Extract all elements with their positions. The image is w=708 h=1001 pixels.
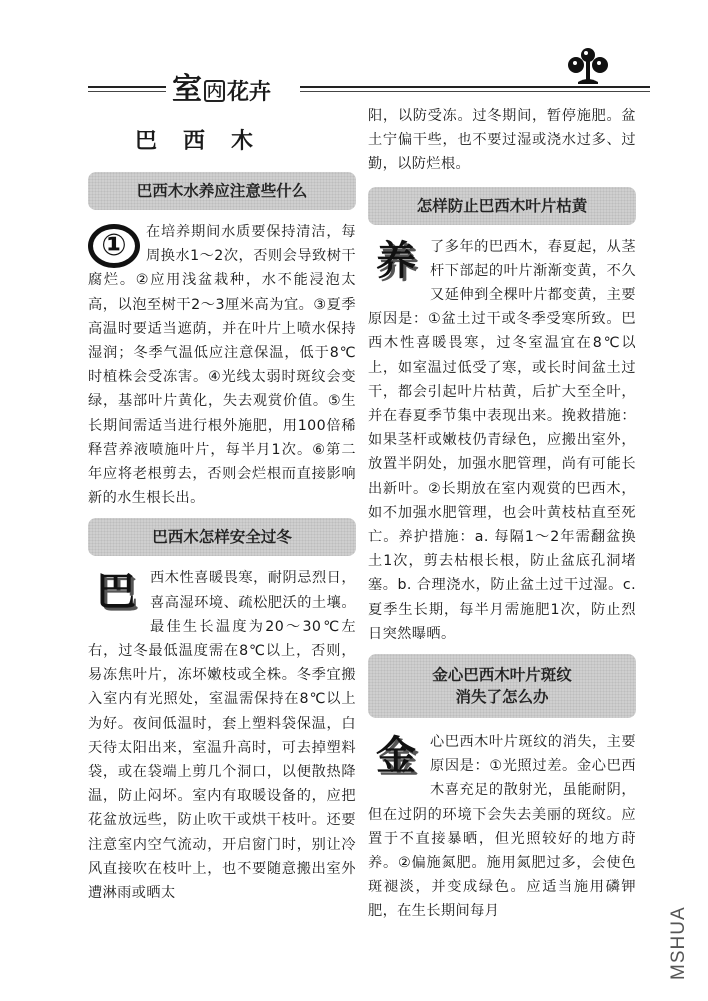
section-title-big-char: 室 <box>172 72 202 107</box>
section-title-rest: 花卉 <box>227 80 272 105</box>
header-rule-left <box>88 86 166 92</box>
paragraph-overwinter: 西木性喜暖畏寒，耐阴忌烈日，喜高湿环境、疏松肥沃的土壤。最佳生长温度为20～30℃左右，过冬最低温度需在8℃以上，否则，易冻焦叶片，冻坏嫩枝或全株。冬季宜搬入室内有光照处，室温需保持在8℃以上为好。夜间低温时，套上塑料袋保温，白天待太阳出来，室温升高时，可去掉塑料袋，或在袋端上剪几个洞口，以便散热降温，防止闷坏。室内有取暖设备的，应把花盆放远些，防止吹干或烘干枝叶。还要注意室内空气流动，开启窗门时，别让冷风直接吹在枝叶上，也不要随意搬出室外遭淋雨或晒太 <box>88 570 356 902</box>
section-title-boxed-char: 内 <box>204 80 225 102</box>
paragraph-water-culture: 在培养期间水质要保持清洁，每周换水1～2次，否则会导致树干腐烂。②应用浅盆栽种，水不能浸泡太高，以泡至树干2～3厘米高为宜。③夏季高温时要适当遮荫，并在叶片上喷水保持湿润；冬季气温低应注意保温，低于8℃时植株会受冻害。④光线太弱时斑纹会变绿，基部叶片黄化，失去观赏价值。⑤生长期间需适当进行根外施肥，用100倍稀释营养液喷施叶片，每半月1次。⑥第二年应将老根剪去，否则会烂根而直接影响新的水生根长出。 <box>88 224 356 507</box>
section-title <box>172 64 271 108</box>
section-heading-variegation-line2: 消失了怎么办 <box>455 688 549 707</box>
paragraph-continuation: 阳，以防受冻。过冬期间，暂停施肥。盆土宁偏干些，也不要过湿或浇水过多、过勤，以防烂根。 <box>368 108 636 173</box>
section-heading-variegation-line1: 金心巴西木叶片斑纹 <box>432 666 572 685</box>
section-heading-overwinter: 巴西木怎样安全过冬 <box>88 518 356 556</box>
section-heading-yellow-leaves: 怎样防止巴西木叶片枯黄 <box>368 187 636 225</box>
paragraph-yellow-leaves: 了多年的巴西木，春夏起，从茎杆下部起的叶片渐渐变黄，不久又延伸到全棵叶片都变黄，主要原因是：①盆土过干或冬季受寒所致。巴西木性喜暖畏寒，过冬室温宜在8℃以上，如室温过低受了寒，或长时间盆土过干，都会引起叶片枯黄，后扩大至全叶，并在春夏季节集中表现出来。挽救措施：如果茎杆或嫩枝仍青绿色，应搬出室外，放置半阴处，加强水肥管理，尚有可能长出新叶。②长期放在室内观赏的巴西木，如不加强水肥管理，也会叶黄枝枯直至死亡。养护措施：a. 每隔1～2年需翻盆换土1次，剪去枯根长根，防止盆底孔洞堵塞。b. 合理浇水，防止盆土过干过湿。c. 夏季生长期，每半月需施肥1次，防止烈日突然曝晒。 <box>368 238 636 642</box>
section-heading-water-culture: 巴西木水养应注意些什么 <box>88 172 356 210</box>
section-body-variegation <box>368 730 636 924</box>
section-body-overwinter <box>88 566 356 905</box>
right-column <box>368 104 636 924</box>
header-rule-right <box>300 86 650 92</box>
drop-cap-number-one: ① <box>88 224 140 268</box>
section-header <box>88 62 648 107</box>
section-body-water-culture <box>88 220 356 510</box>
paragraph-variegation: 心巴西木叶片斑纹的消失，主要原因是：①光照过差。金心巴西木喜充足的散射光，虽能耐阴，但在过阴的环境下会失去美丽的斑纹。应置于不直接暴晒，但光照较好的地方莳养。②偏施氮肥。施用氮肥过多，会使色斑褪淡，并变成绿色。应适当施用磷钾肥，在生长期间每月 <box>368 734 636 920</box>
article-title: 巴西木 <box>135 129 280 154</box>
tree-clover-icon <box>566 46 610 86</box>
section-heading-variegation <box>368 654 636 718</box>
left-column <box>88 172 356 905</box>
section-body-yellow-leaves <box>368 235 636 646</box>
drop-cap-ba: 巴 <box>96 569 136 616</box>
drop-cap-yang: 养 <box>376 237 416 284</box>
drop-cap-jin: 金 <box>376 733 416 780</box>
watermark: MSHUA <box>668 906 689 980</box>
